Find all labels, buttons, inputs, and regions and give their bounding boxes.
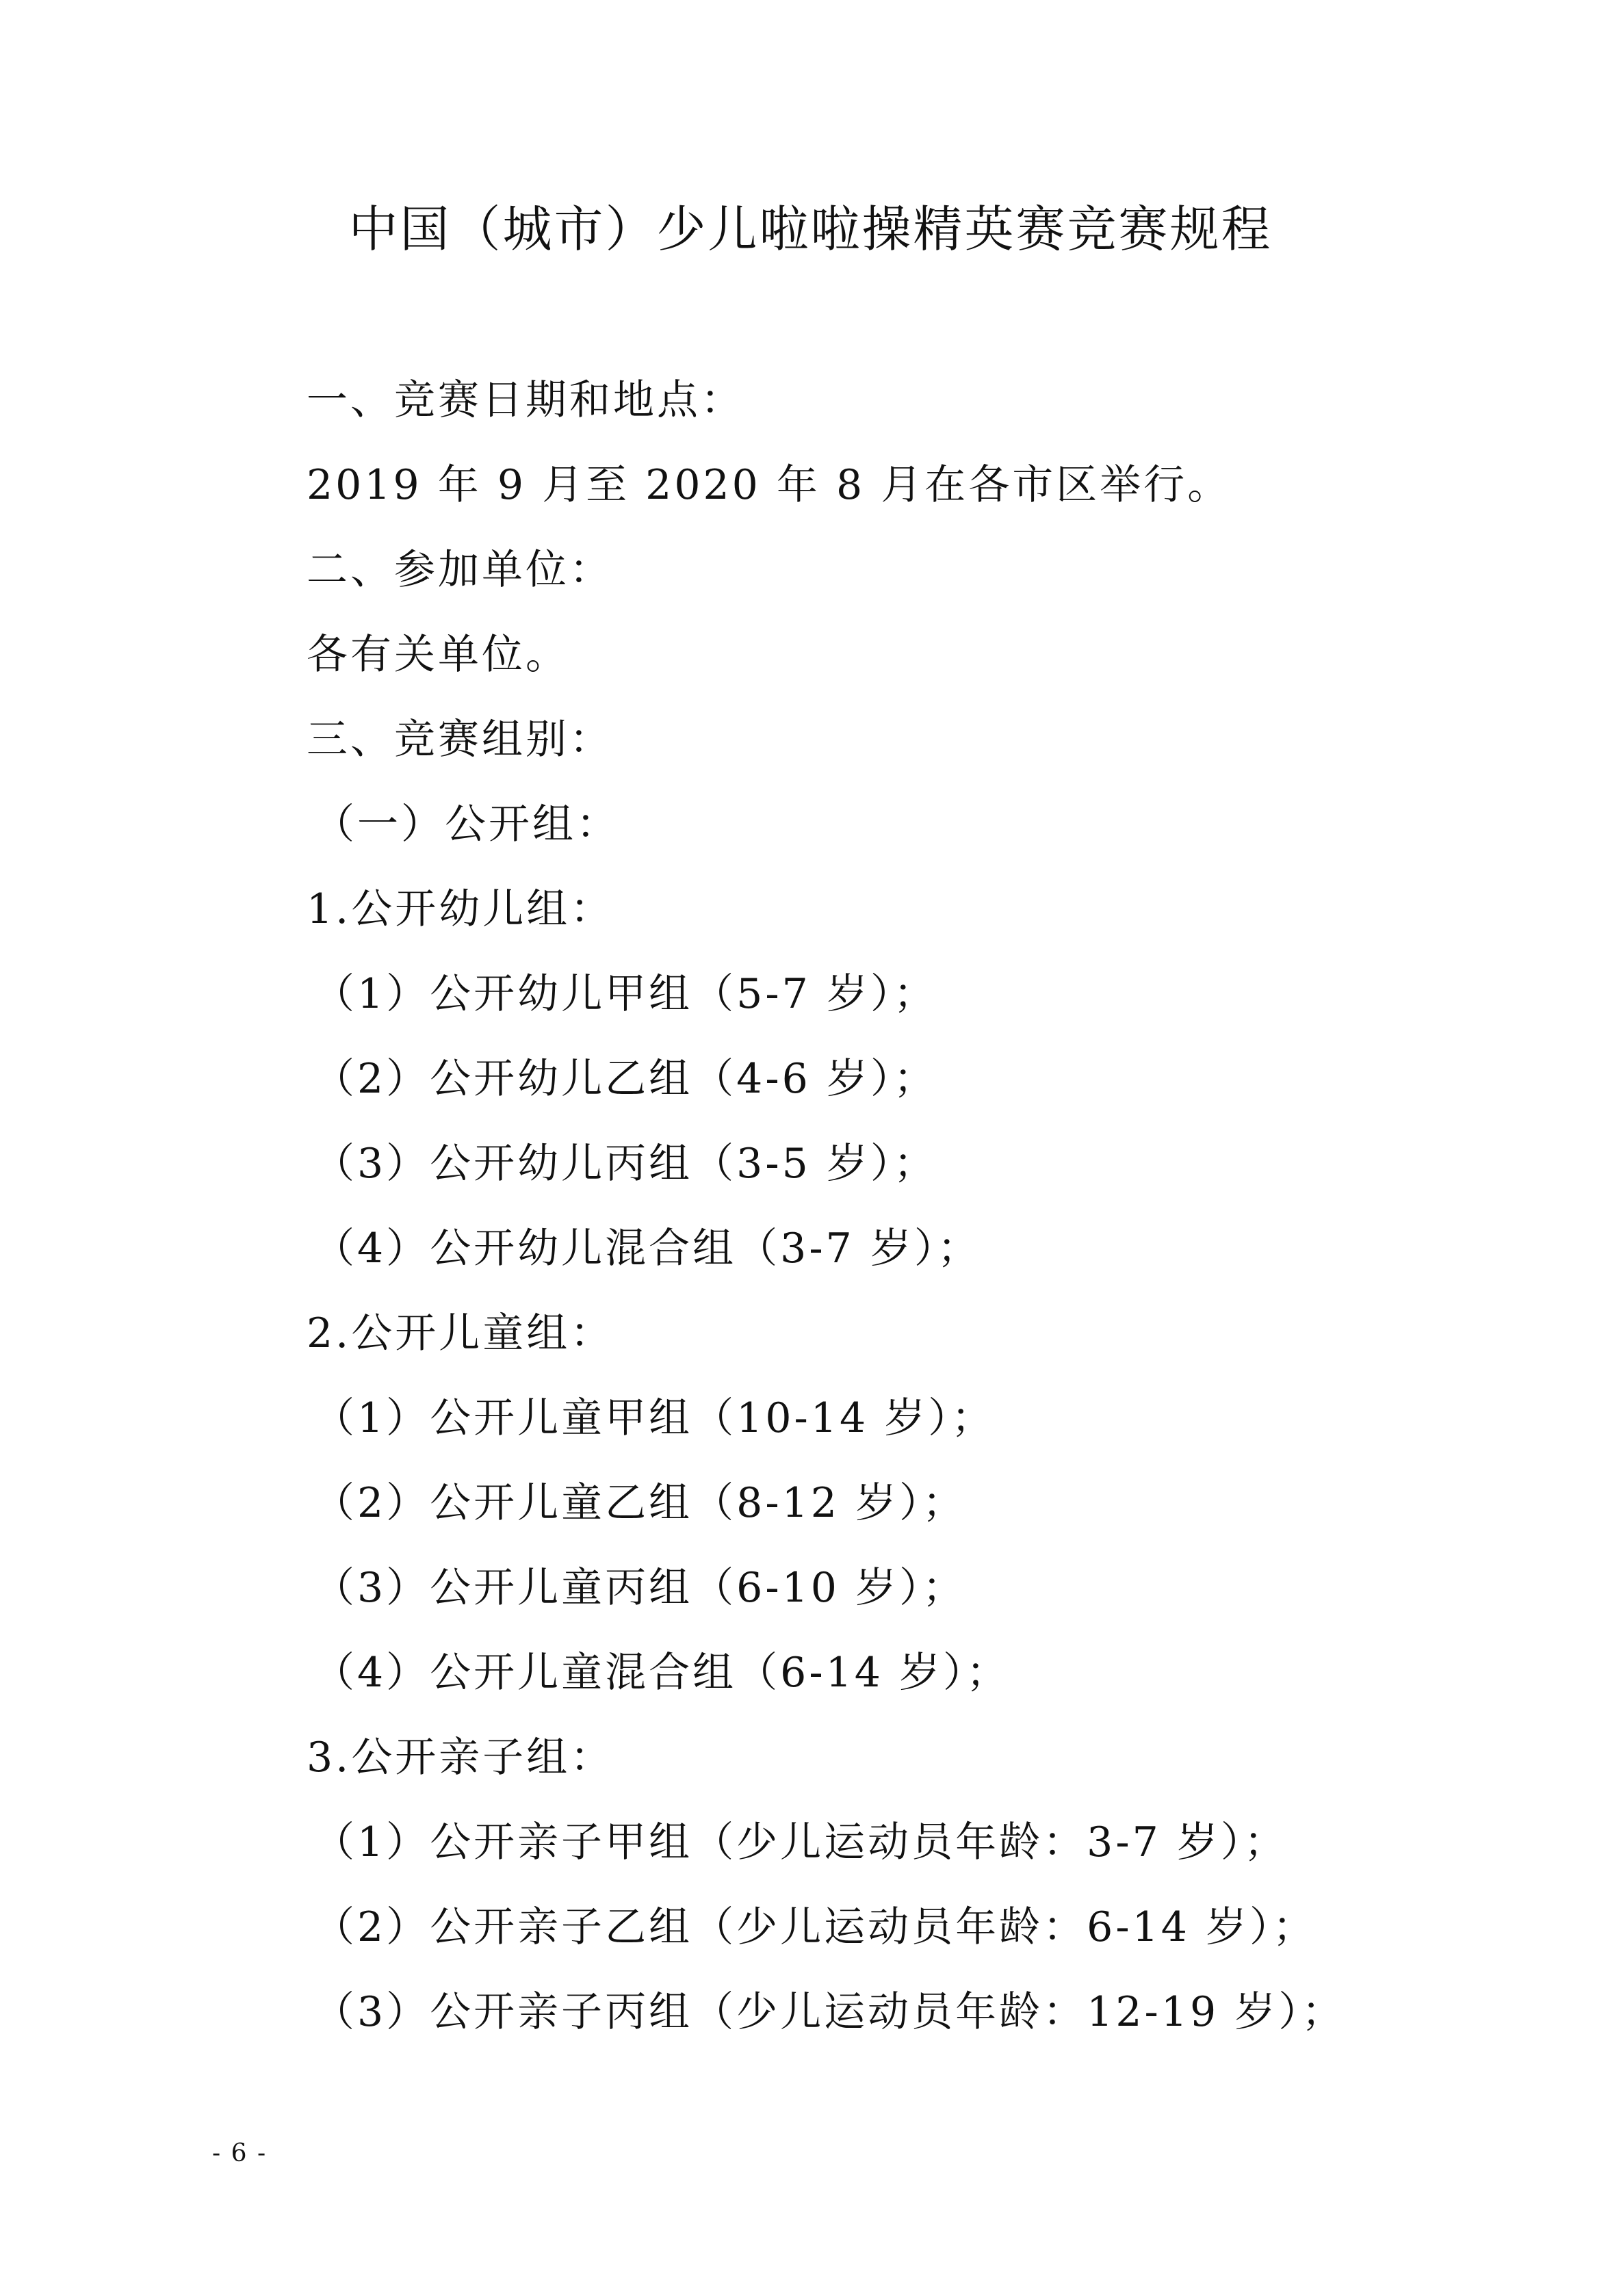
subsection-heading-open: （一）公开组： (313, 800, 620, 848)
list-item: （4）公开幼儿混合组（3-7 岁）； (313, 1225, 981, 1273)
list-item: （3）公开亲子丙组（少儿运动员年龄：12-19 岁）； (313, 1988, 1346, 2036)
list-item: （1）公开儿童甲组（10-14 岁）； (313, 1394, 996, 1442)
list-heading-parent-child: 3.公开亲子组： (307, 1734, 614, 1782)
list-item: （2）公开幼儿乙组（4-6 岁）； (313, 1055, 937, 1103)
list-item: （3）公开儿童丙组（6-10 岁）； (313, 1564, 967, 1612)
list-item: （1）公开幼儿甲组（5-7 岁）； (313, 970, 937, 1018)
list-item: （2）公开亲子乙组（少儿运动员年龄：6-14 岁）； (313, 1903, 1317, 1951)
paragraph-dates: 2019 年 9 月至 2020 年 8 月在各市区举行。 (307, 461, 1232, 509)
list-heading-toddler: 1.公开幼儿组： (307, 885, 614, 933)
section-heading-dates: 一、竞赛日期和地点： (307, 376, 744, 424)
paragraph-participants: 各有关单位。 (307, 631, 569, 679)
list-item: （4）公开儿童混合组（6-14 岁）； (313, 1649, 1011, 1697)
document-body (307, 369, 1470, 2066)
list-item: （3）公开幼儿丙组（3-5 岁）； (313, 1140, 937, 1188)
section-heading-groups: 三、竞赛组别： (307, 716, 613, 764)
section-heading-participants: 二、参加单位： (307, 546, 613, 594)
list-heading-children: 2.公开儿童组： (307, 1309, 614, 1357)
document-title: 中国（城市）少儿啦啦操精英赛竞赛规程 (348, 200, 1273, 258)
page-number: - 6 - (212, 2139, 268, 2167)
list-item: （2）公开儿童乙组（8-12 岁）； (313, 1479, 967, 1527)
list-item: （1）公开亲子甲组（少儿运动员年龄：3-7 岁）； (313, 1818, 1288, 1866)
